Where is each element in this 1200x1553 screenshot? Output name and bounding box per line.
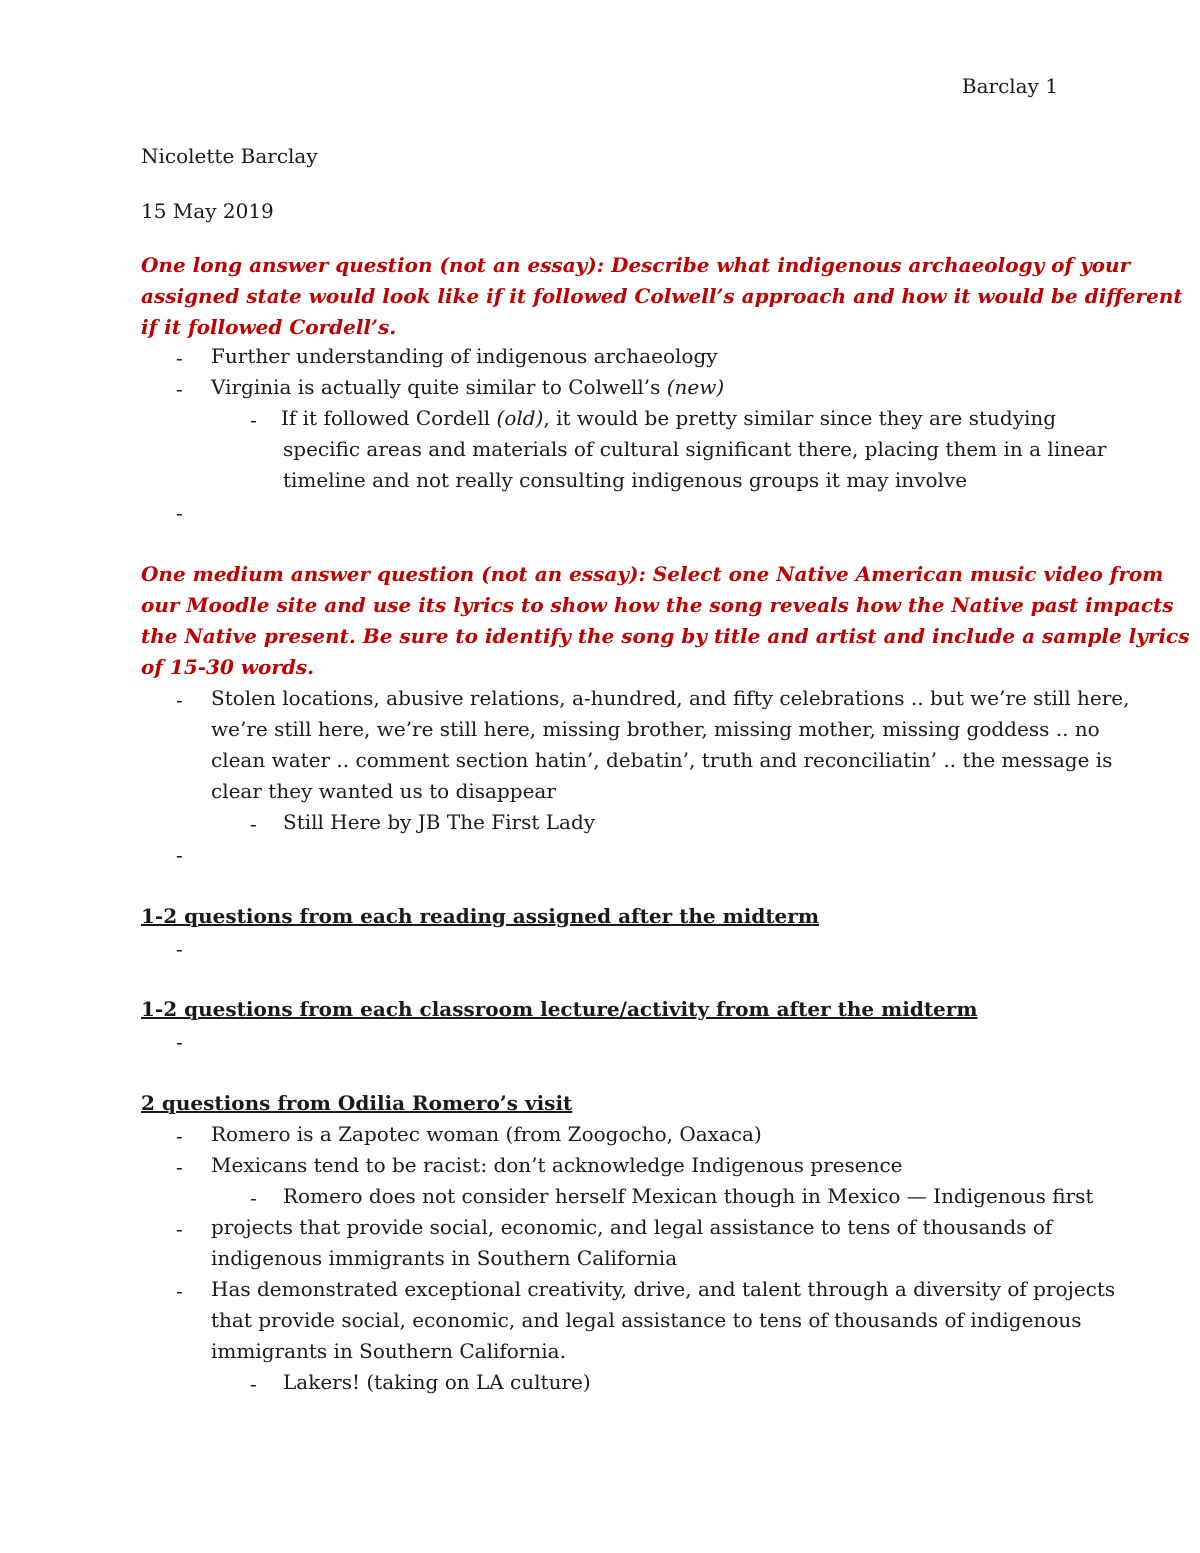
bullet-dash: - [176, 346, 183, 370]
running-head: Barclay 1 [961, 74, 1058, 98]
s5-sub-bullet-2: Lakers! (taking on LA culture) [283, 1370, 591, 1394]
bullet-dash: - [176, 843, 183, 867]
heading-lectures: 1-2 questions from each classroom lecture/activity from after the midterm [141, 997, 978, 1021]
bullet-dash: - [176, 1279, 183, 1303]
question-1-line-3: if it followed Cordell’s. [141, 315, 397, 339]
s1-bullet-2-text: Virginia is actually quite similar to Colwell’s [211, 375, 667, 399]
s1-sub-italic: (old) [496, 406, 544, 430]
question-1-line-2: assigned state would look like if it followed Colwell’s approach and how it would be different [141, 284, 1183, 308]
bullet-dash: - [176, 937, 183, 961]
s2-song-credit: Still Here by JB The First Lady [283, 810, 596, 834]
heading-romero-visit: 2 questions from Odilia Romero’s visit [141, 1091, 573, 1115]
s1-bullet-2-italic: (new) [666, 375, 725, 399]
bullet-dash: - [176, 1217, 183, 1241]
question-2-line-1: One medium answer question (not an essay): Select one Native American music video from [141, 562, 1164, 586]
s5-bullet-3-line-2: indigenous immigrants in Southern California [211, 1246, 678, 1270]
bullet-dash: - [176, 377, 183, 401]
s5-bullet-4-line-3: immigrants in Southern California. [211, 1339, 566, 1363]
s1-bullet-1: Further understanding of indigenous archaeology [211, 344, 718, 368]
question-2-line-4: of 15-30 words. [141, 655, 315, 679]
s1-sub-bullet-line-3: timeline and not really consulting indigenous groups it may involve [283, 468, 968, 492]
s2-lyrics-line-2: we’re still here, we’re still here, missing brother, missing mother, missing goddess .. no [211, 717, 1100, 741]
bullet-dash: - [250, 408, 257, 432]
s5-bullet-3-line-1: projects that provide social, economic, and legal assistance to tens of thousands of [211, 1215, 1053, 1239]
s5-sub-bullet-1: Romero does not consider herself Mexican though in Mexico — Indigenous first [283, 1184, 1094, 1208]
s1-sub-text-a: If it followed Cordell [281, 406, 497, 430]
s2-lyrics-line-4: clear they wanted us to disappear [211, 779, 556, 803]
bullet-dash: - [176, 501, 183, 525]
question-2-line-2: our Moodle site and use its lyrics to show how the song reveals how the Native past impacts [141, 593, 1174, 617]
bullet-dash: - [176, 1155, 183, 1179]
question-2-line-3: the Native present. Be sure to identify the song by title and artist and include a sample lyrics [141, 624, 1190, 648]
s5-bullet-4-line-2: that provide social, economic, and legal assistance to tens of thousands of indigenous [211, 1308, 1082, 1332]
bullet-dash: - [250, 1186, 257, 1210]
s2-lyrics-line-1: Stolen locations, abusive relations, a-hundred, and fifty celebrations .. but we’re still here, [211, 686, 1130, 710]
s2-lyrics-line-3: clean water .. comment section hatin’, debatin’, truth and reconciliatin’ .. the message is [211, 748, 1113, 772]
date: 15 May 2019 [141, 199, 274, 223]
author-name: Nicolette Barclay [141, 144, 318, 168]
bullet-dash: - [176, 688, 183, 712]
bullet-dash: - [250, 812, 257, 836]
s1-bullet-2 [211, 372, 724, 403]
heading-readings: 1-2 questions from each reading assigned after the midterm [141, 904, 819, 928]
s1-sub-bullet-line-2: specific areas and materials of cultural significant there, placing them in a linear [283, 437, 1107, 461]
s1-sub-text-b: , it would be pretty similar since they are studying [543, 406, 1057, 430]
s1-sub-bullet-line-1 [281, 403, 1056, 434]
s5-bullet-4-line-1: Has demonstrated exceptional creativity, drive, and talent through a diversity of projects [211, 1277, 1116, 1301]
s5-bullet-1: Romero is a Zapotec woman (from Zoogocho, Oaxaca) [211, 1122, 762, 1146]
s5-bullet-2: Mexicans tend to be racist: don’t acknowledge Indigenous presence [211, 1153, 903, 1177]
bullet-dash: - [176, 1030, 183, 1054]
bullet-dash: - [176, 1124, 183, 1148]
question-1-line-1: One long answer question (not an essay): Describe what indigenous archaeology of your [141, 253, 1131, 277]
bullet-dash: - [250, 1372, 257, 1396]
